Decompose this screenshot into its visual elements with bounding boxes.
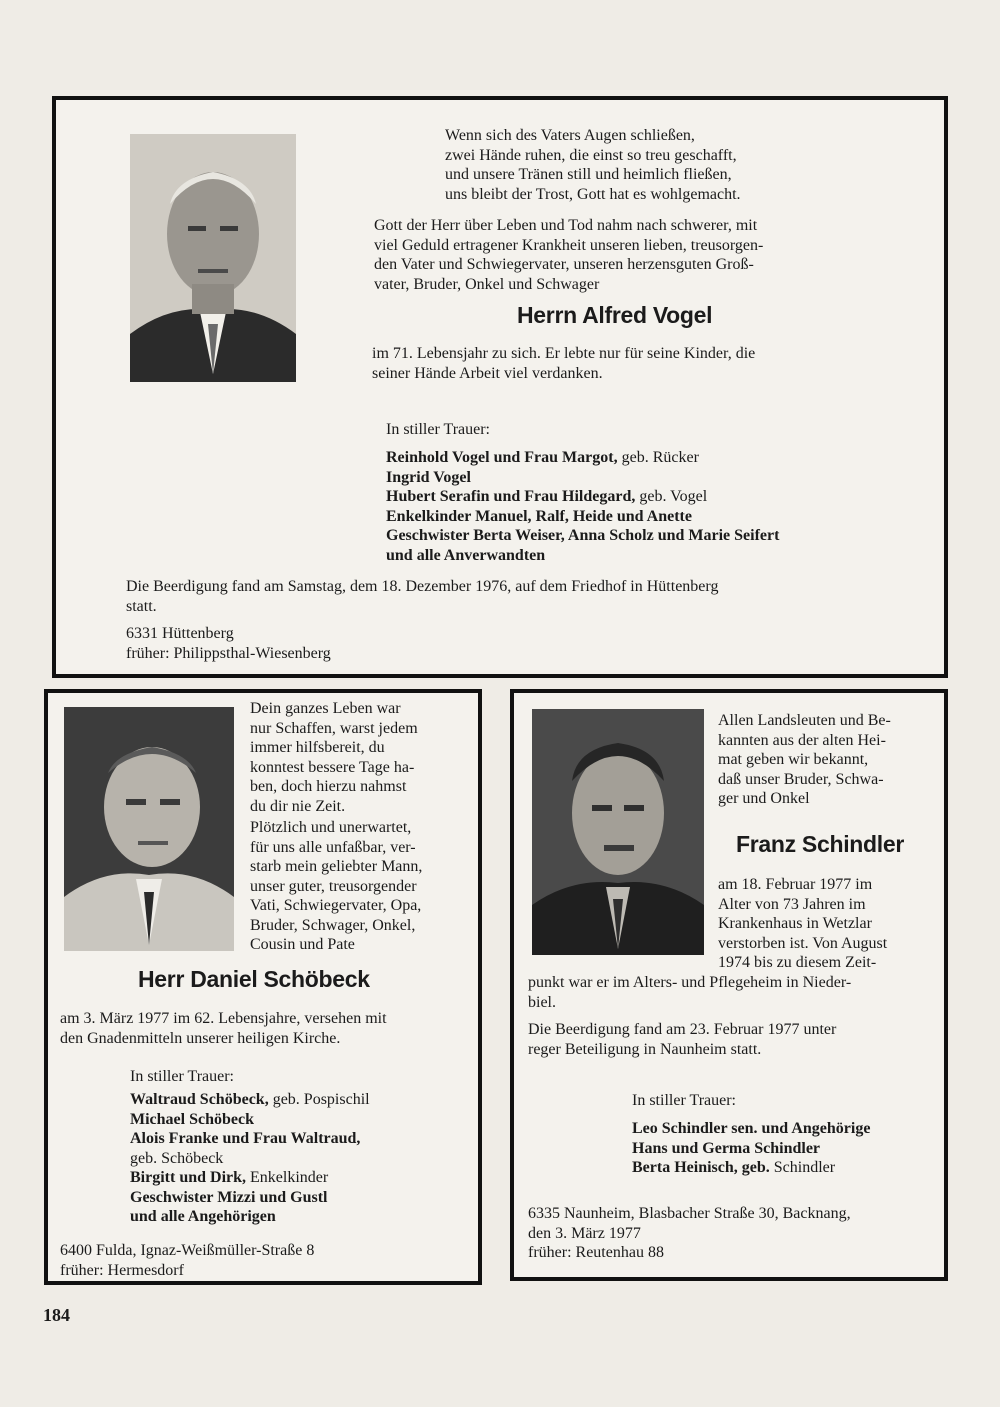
intro-text: Gott der Herr über Leben und Tod nahm nach schwerer, mit viel Geduld ertragener Krankheit unseren lieben, treusorgen- den Vater und Schwiegervater, unseren herzensguten Groß- vater, Bruder, Onkel und Schwager bbox=[374, 217, 764, 293]
mourner-line: Birgitt und Dirk, Enkelkinder bbox=[130, 1169, 329, 1186]
deceased-name: Herr Daniel Schöbeck bbox=[138, 966, 370, 992]
portrait-alfred-vogel bbox=[130, 134, 296, 382]
mourner-line: Waltraud Schöbeck, geb. Pospischil bbox=[130, 1091, 370, 1108]
address: 6331 Hüttenberg früher: Philippsthal-Wiesenberg bbox=[126, 625, 331, 662]
mourner-line: Ingrid Vogel bbox=[386, 468, 471, 486]
address: 6400 Fulda, Ignaz-Weißmüller-Straße 8 früher: Hermesdorf bbox=[60, 1242, 315, 1279]
mourner-line: und alle Angehörigen bbox=[130, 1208, 276, 1225]
portrait-daniel-schoebeck bbox=[64, 707, 234, 951]
mourner-line: und alle Anverwandten bbox=[386, 546, 546, 564]
mourner-line: Alois Franke und Frau Waltraud, bbox=[130, 1130, 361, 1147]
mourner-line: Enkelkinder Manuel, Ralf, Heide und Anette bbox=[386, 507, 692, 525]
mourners-list bbox=[130, 1090, 370, 1227]
mourner-line: Hubert Serafin und Frau Hildegard, geb. Vogel bbox=[386, 488, 708, 505]
page-number: 184 bbox=[43, 1305, 70, 1325]
mourner-line: Berta Heinisch, geb. Schindler bbox=[632, 1159, 836, 1176]
notice-franz-schindler bbox=[510, 689, 948, 1281]
after-name-text: am 3. März 1977 im 62. Lebensjahre, versehen mit den Gnadenmitteln unserer heiligen Kirche. bbox=[60, 1010, 387, 1047]
mourners-list bbox=[632, 1119, 870, 1178]
mourner-line: Geschwister Berta Weiser, Anna Scholz und Marie Seifert bbox=[386, 527, 780, 544]
verse: Dein ganzes Leben war nur Schaffen, warst jedem immer hilfsbereit, du konntest bessere Tage ha- ben, doch hierzu nahmst du dir nie Zeit. bbox=[250, 700, 418, 815]
death-text-continued: punkt war er im Alters- und Pflegeheim in Nieder- biel. bbox=[528, 974, 852, 1011]
portrait-franz-schindler bbox=[532, 709, 704, 955]
deceased-name: Herrn Alfred Vogel bbox=[517, 302, 713, 328]
notice-alfred-vogel bbox=[52, 96, 948, 678]
after-name-text: im 71. Lebensjahr zu sich. Er lebte nur für seine Kinder, die seiner Hände Arbeit viel verdanken. bbox=[372, 345, 756, 382]
funeral-text: Die Beerdigung fand am Samstag, dem 18. Dezember 1976, auf dem Friedhof in Hüttenberg statt. bbox=[126, 578, 719, 615]
mourners-list bbox=[386, 448, 779, 565]
funeral-text: Die Beerdigung fand am 23. Februar 1977 unter reger Beteiligung in Naunheim statt. bbox=[528, 1021, 837, 1058]
address: 6335 Naunheim, Blasbacher Straße 30, Backnang, den 3. März 1977 früher: Reutenhau 88 bbox=[528, 1205, 851, 1261]
poem: Wenn sich des Vaters Augen schließen, zwei Hände ruhen, die einst so treu geschafft, und unsere Tränen still und heimlich fließen, uns bleibt der Trost, Gott hat es wohlgemacht. bbox=[445, 127, 741, 203]
mourning-label: In stiller Trauer: bbox=[130, 1068, 234, 1085]
mourner-line: Michael Schöbeck bbox=[130, 1110, 254, 1128]
death-text: am 18. Februar 1977 im Alter von 73 Jahren im Krankenhaus in Wetzlar verstorben ist. Von August 1974 bis zu diesem Zeit- bbox=[718, 876, 888, 971]
mourner-line: Reinhold Vogel und Frau Margot, geb. Rücker bbox=[386, 449, 699, 466]
death-text: Plötzlich und unerwartet, für uns alle unfaßbar, ver- starb mein geliebter Mann, unser guter, treusorgender Vati, Schwiegervater, Opa, Bruder, Schwager, Onkel, Cousin und Pate bbox=[250, 819, 423, 953]
deceased-name: Franz Schindler bbox=[736, 831, 905, 857]
notice-daniel-schoebeck bbox=[44, 689, 482, 1285]
mourner-line: Geschwister Mizzi und Gustl bbox=[130, 1188, 328, 1206]
mourning-label: In stiller Trauer: bbox=[632, 1092, 736, 1109]
intro-text: Allen Landsleuten und Be- kannten aus der alten Hei- mat geben wir bekannt, daß unser Bruder, Schwa- ger und Onkel bbox=[718, 712, 891, 807]
mourner-line: Leo Schindler sen. und Angehörige bbox=[632, 1120, 871, 1137]
mourner-line: geb. Schöbeck bbox=[130, 1149, 224, 1167]
mourning-label: In stiller Trauer: bbox=[386, 421, 490, 438]
mourner-line: Hans und Germa Schindler bbox=[632, 1139, 821, 1157]
